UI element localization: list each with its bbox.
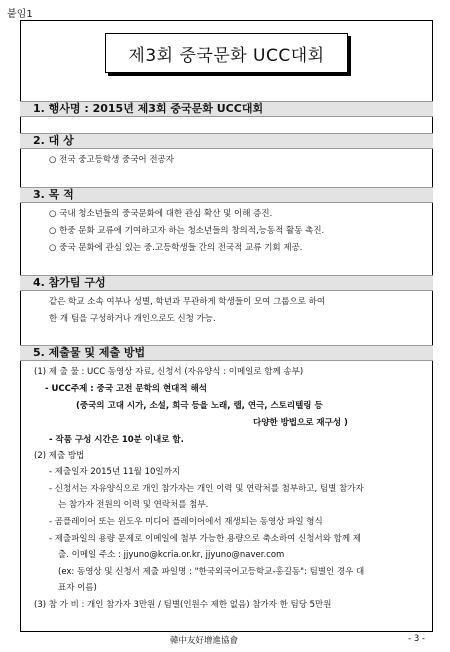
fee-item: (3) 참 가 비 : 개인 참가자 3만원 / 팀별(인원수 제한 없음) 참가자 한 팀당 5만원 [34,600,332,610]
section-purpose: 3. 목 적 [20,187,433,203]
deadline-item: - 제출일자 2015년 11월 10일까지 [49,467,181,477]
email-item-2: 출. 이메일 주소 : jjyuno@kcria.or.kr, jjyuno@naver.com [58,550,285,560]
purpose-item-2: ○ 한중 문화 교류에 기여하고자 하는 청소년들의 창의적,능동적 활동 촉진. [49,226,325,236]
team-text-2: 한 개 팀을 구성하거나 개인으로도 신청 가능. [49,314,216,324]
section-submission: 5. 제출물 및 제출 방법 [20,345,433,361]
section-target: 2. 대 상 [20,133,433,149]
ucc-theme-detail-2: 다양한 방법으로 재구성 ) [253,418,348,428]
application-item-1: - 신청서는 자유양식으로 개인 참가자는 개인 이력 및 연락처를 첨부하고, 팀별 참가자 [49,484,364,494]
attachment-tag: 붙임1 [7,9,33,20]
example-item-2: 표자 이름) [58,583,97,593]
email-item-1: - 제출파일의 용량 문제로 이메일에 첨부 가능한 용량으로 축소하여 신청서와 함께 제 [49,534,361,544]
application-item-2: 는 참가자 전원의 이력 및 연락처를 첨부. [58,500,209,510]
section-team: 4. 참가팀 구성 [20,275,433,291]
submission-method-heading: (2) 제출 방법 [34,451,85,461]
purpose-item-1: ○ 국내 청소년들의 중국문화에 대한 관심 확산 및 이해 증진. [49,209,273,219]
example-item-1: (ex: 동영상 및 신청서 제출 파일명 : "한국외국어고등학교-홍길동": 팀별인 경우 대 [58,567,365,577]
team-text-1: 같은 학교 소속 여부나 성별, 학년과 무관하게 학생들이 모여 그룹으로 하여 [49,297,326,307]
submission-items: (1) 제 출 물 : UCC 동영상 자료, 신청서 (자유양식 : 이메일로 함께 송부) [34,367,304,377]
purpose-item-3: ○ 중국 문화에 관심 있는 중․고등학생들 간의 전국적 교류 기회 제공. [49,243,303,253]
ucc-theme: - UCC주제 : 중국 고전 문학의 현대적 해석 [45,384,207,394]
section-event-name: 1. 행사명 : 2015년 제3회 중국문화 UCC대회 [20,101,433,117]
duration-note: - 작품 구성 시간은 10분 이내로 함. [49,435,184,445]
ucc-theme-detail-1: (중국의 고대 시가, 소설, 희극 등을 노래, 랩, 연극, 스토리텔링 등 [76,401,323,411]
page-number: - 3 - [408,634,425,644]
footer-organization: 韓中友好增進協會 [170,636,239,646]
document-title: 제3회 중국문화 UCC대회 [105,33,348,73]
target-item: ○ 전국 중고등학생 중국어 전공자 [49,155,174,165]
file-format-item: - 곰플레이어 또는 윈도우 미디어 플레이어에서 재생되는 동영상 파일 형식 [49,517,323,527]
